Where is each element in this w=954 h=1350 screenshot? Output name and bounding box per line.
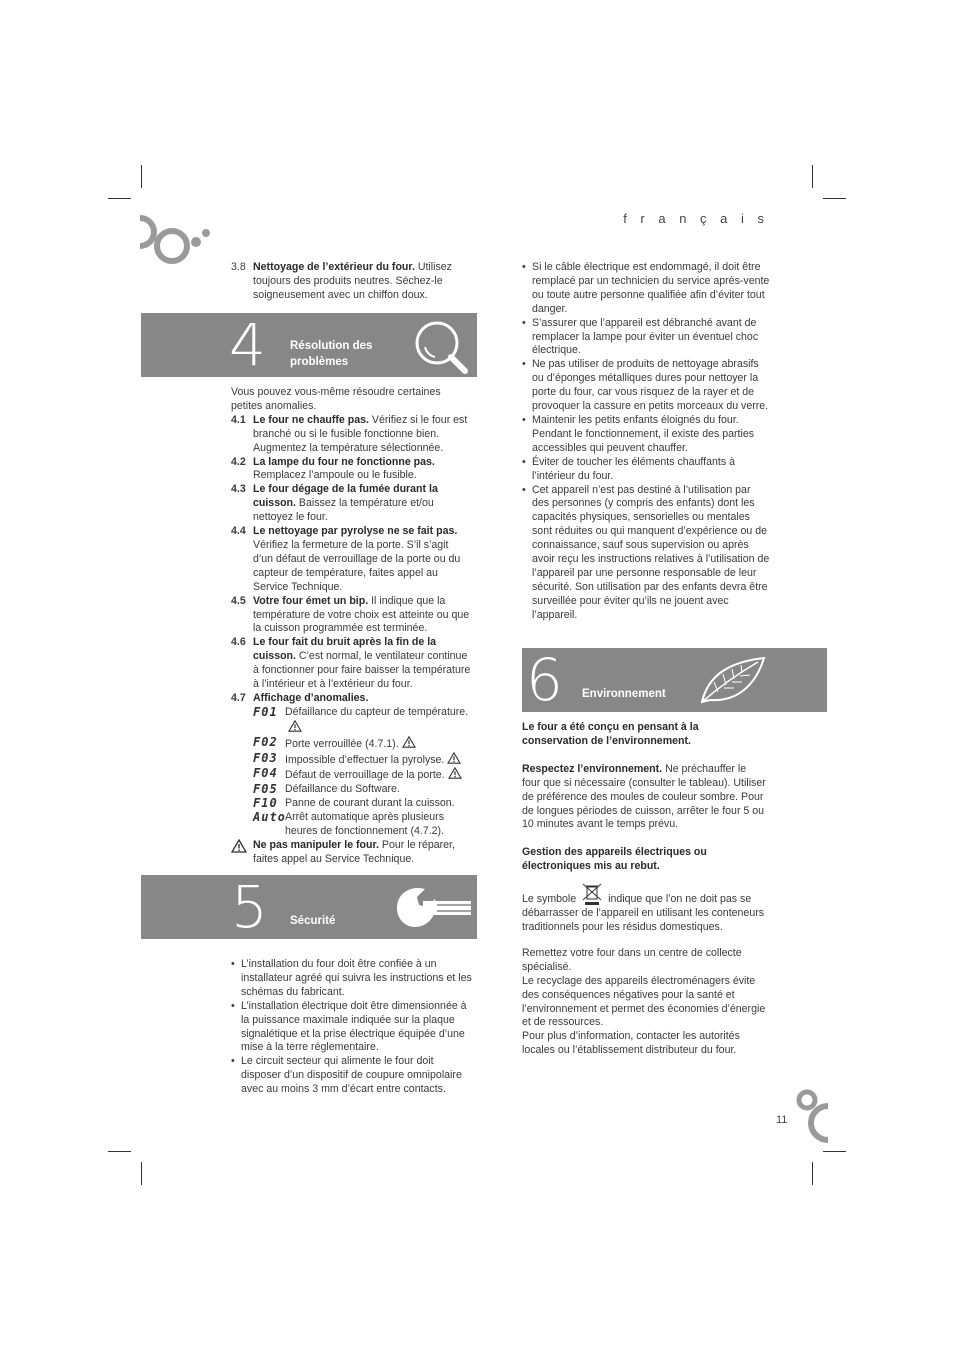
item-number: 4.6: [231, 636, 246, 649]
item-text: Remplacez l’ampoule ou le fusible.: [253, 469, 417, 482]
warning-title: Ne pas manipuler le four.: [253, 839, 379, 851]
error-description: Défaut de verrouillage de la porte.: [285, 769, 445, 782]
item-number: 4.4: [231, 525, 246, 538]
error-code: F01: [253, 704, 278, 719]
bullet-text: L’installation du four doit être confiée à un installateur agréé qui suivra les instructions et les schémas du fabricant.: [241, 958, 472, 998]
item-text: Baissez la température et/ou nettoyez le four.: [253, 497, 434, 524]
security-bullet: [231, 1055, 476, 1097]
section-4-banner: [141, 313, 477, 377]
respect-title: Respectez l’environnement.: [522, 762, 663, 775]
error-code-row: [253, 706, 471, 736]
error-description: Défaillance du Software.: [285, 783, 400, 796]
bullet-text: S’assurer que l’appareil est débranché avant de remplacer la lampe pour éviter un éventuel choc électrique.: [532, 316, 759, 357]
warning-text: Pour le réparer, faites appel au Service Technique.: [253, 839, 455, 865]
item-title: Le four ne chauffe pas.: [253, 413, 369, 426]
bullet-dot: •: [522, 483, 526, 496]
safety-bullet: [522, 261, 770, 317]
error-code-list: [231, 706, 471, 839]
bullet-dot: •: [522, 316, 526, 329]
error-code-row: [253, 811, 471, 839]
error-description: Panne de courant durant la cuisson.: [285, 797, 455, 810]
error-description: Défaillance du capteur de température.: [285, 705, 469, 718]
crop-mark: [823, 198, 846, 199]
troubleshoot-item: [231, 456, 471, 484]
troubleshoot-item: [231, 525, 471, 595]
brand-logo-bottom-icon: [796, 1086, 830, 1146]
item-number: 4.1: [231, 413, 246, 426]
security-bullet: [231, 1000, 476, 1056]
error-code: F02: [253, 734, 278, 749]
bullet-text: Le circuit secteur qui alimente le four doit disposer d’un dispositif de coupure omnipolaire avec au moins 3 mm d’écart entre contacts.: [241, 1055, 462, 1096]
error-description: Porte verrouillée (4.7.1).: [285, 737, 399, 750]
bullet-dot: •: [231, 999, 235, 1012]
bullet-text: Si le câble électrique est endommagé, il doit être remplacé par un technicien du service après-vente ou toute autre personne qualifiée afin d’éviter tout danger.: [532, 261, 770, 315]
bullet-text: L’installation électrique doit être dimensionnée à la puissance maximale indiquée sur la plaque signalétique et la prise électrique équipée d’une mise à la terre réglementaire.: [241, 999, 467, 1054]
troubleshooting-list: [231, 386, 471, 867]
error-code: F10: [253, 796, 278, 811]
item-number: 4.2: [231, 455, 246, 468]
error-code-row: [253, 736, 471, 752]
safety-bullet: [522, 358, 770, 414]
bullet-dot: •: [231, 958, 235, 970]
bullet-text: Cet appareil n’est pas destiné à l’utilisation par des personnes (y compris des enfants) dont les capacités physiques, sensorielles ou mentales sont réduites ou qui manquent d’expérience ou de connaissance, sauf sous supervision ou après avoir reçu les instructions relatives à l’utilisation de l’appareil par une personne responsable de leur sécurité. Son utilisation par des enfants devra être surveillée pour éviter qu’ils ne jouent avec l’appareil.: [532, 483, 770, 621]
bullet-dot: •: [522, 455, 526, 468]
env-p2: Le recyclage des appareils électroménagers évite des conséquences négatives pour la santé et l’environnement et permet des économies d’énergie et de ressources.: [522, 974, 766, 1029]
brand-logo-icon: [136, 212, 216, 272]
item-title: Votre four émet un bip.: [253, 594, 369, 607]
item-text: Utilisez toujours des produits neutres. Séchez-le soigneusement avec un chiffon doux.: [253, 261, 452, 301]
env-p3: Pour plus d’information, contacter les autorités locales ou l’établissement distributeur du four.: [522, 1030, 740, 1057]
troubleshoot-items: [231, 414, 471, 706]
crossed-bin-icon: [581, 882, 603, 906]
section-title-line1: Résolution des: [290, 340, 373, 352]
error-code: Auto: [253, 810, 286, 825]
env-heading: Le four a été conçu en pensant à la conservation de l’environnement.: [522, 721, 699, 747]
environment-text: [522, 721, 767, 1058]
bullet-dot: •: [522, 358, 526, 371]
crop-mark: [141, 1162, 142, 1185]
security-list: [231, 958, 476, 1097]
bullet-dot: •: [522, 413, 526, 426]
error-code-row: [253, 783, 471, 797]
error-code: F03: [253, 750, 278, 765]
section-number: 4: [229, 311, 266, 379]
security-bullet: [231, 958, 476, 1000]
env-p1: Remettez votre four dans un centre de collecte spécialisé.: [522, 946, 742, 973]
bullet-text: Maintenir les petits enfants éloignés du four. Pendant le fonctionnement, il existe des parties accessibles qui peuvent chauffer.: [532, 413, 755, 454]
intro-text: Vous pouvez vous-même résoudre certaines petites anomalies.: [231, 386, 441, 412]
error-description: Arrêt automatique après plusieurs heures de fonctionnement (4.7.2).: [285, 811, 445, 838]
error-description: Impossible d’effectuer la pyrolyse.: [285, 753, 445, 766]
section-6-banner: [522, 648, 827, 712]
item-text: C’est normal, le ventilateur continue à fonctionner pour faire baisser la température à l’intérieur et à l’extérieur du four.: [253, 650, 471, 691]
troubleshoot-item: [231, 414, 471, 456]
crop-mark: [812, 165, 813, 188]
leaf-icon: [698, 654, 768, 706]
symbol-rest: pas se débarrasser de l’appareil en utilisant les conteneurs traditionnels pour les résidus domestiques.: [522, 893, 765, 933]
item-title: Affichage d’anomalies.: [253, 691, 369, 704]
section-title: [290, 338, 372, 370]
bullet-text: Ne pas utiliser de produits de nettoyage abrasifs ou d’éponges métalliques dures pour nettoyer la porte du four, car vous risquez de la rayer et de provoquer la cassure en petits morceaux du verre.: [532, 358, 769, 413]
symbol-paragraph: [522, 882, 767, 935]
crop-mark: [108, 198, 131, 199]
item-number: 4.3: [231, 483, 246, 496]
troubleshoot-item: [231, 692, 471, 706]
bullet-dot: •: [522, 261, 526, 273]
error-code-row: [253, 752, 471, 768]
crop-mark: [812, 1162, 813, 1185]
section-title: Sécurité: [290, 915, 336, 927]
troubleshoot-item: [231, 483, 471, 525]
item-text: Vérifiez la fermeture de la porte. S’il s’agit d’un défaut de verrouillage de la porte ou du capteur de température, faites appel au Service Technique.: [253, 538, 461, 593]
section-5-banner: [141, 875, 477, 939]
error-code: F05: [253, 782, 278, 797]
respect-text: Ne préchauffer le four que si nécessaire (consulter le tableau). Utiliser de préférence des moules de couleur sombre. Pour de longues périodes de cuisson, arrêter le four 5 ou 10 minutes avant le temps prévu.: [522, 762, 766, 831]
item-title: Le four dégage de la fumée durant la cuisson.: [253, 483, 438, 510]
item-title: La lampe du four ne fonctionne pas.: [253, 455, 435, 468]
item-title: Nettoyage de l’extérieur du four.: [253, 261, 415, 273]
section-number: 5: [231, 873, 268, 941]
section-number: 6: [526, 646, 563, 714]
item-text: Vérifiez si le four est branché ou si le fusible fonctionne bien. Augmentez la température sélectionnée.: [253, 413, 468, 454]
wrench-icon: [393, 883, 477, 933]
warning-icon: [402, 736, 416, 748]
item-title: Le four fait du bruit après la fin de la cuisson.: [253, 636, 437, 663]
troubleshoot-item: [231, 595, 471, 637]
safety-bullet: [522, 317, 770, 359]
crop-mark: [108, 1151, 131, 1152]
page-number: 11: [776, 1114, 788, 1126]
item-number: 3.8: [231, 261, 246, 273]
section-title-line2: problèmes: [290, 356, 349, 368]
safety-bullet: [522, 484, 770, 623]
safety-bullet: [522, 414, 770, 456]
warning-item: [231, 839, 471, 867]
error-code-row: [253, 797, 471, 811]
item-title: Le nettoyage par pyrolyse ne se fait pas.: [253, 525, 458, 538]
item-number: 4.5: [231, 594, 246, 607]
section-title: Environnement: [582, 688, 666, 700]
troubleshoot-item: [231, 636, 471, 692]
crop-mark: [141, 165, 142, 188]
symbol-post: indique que l’on ne doit: [608, 893, 718, 906]
bullet-dot: •: [231, 1055, 235, 1068]
env-respect-paragraph: [522, 763, 767, 833]
safety-bullet: [522, 456, 770, 484]
magnifier-icon: [413, 319, 473, 375]
gestion-heading: Gestion des appareils électriques ou électroniques mis au rebut.: [522, 846, 707, 873]
warning-icon: [448, 767, 462, 779]
bullet-text: Éviter de toucher les éléments chauffants à l’intérieur du four.: [532, 455, 735, 482]
item-3-8: [231, 261, 471, 303]
language-label: f r a n ç a i s: [623, 211, 769, 226]
warning-icon: [231, 839, 247, 853]
error-code-row: [253, 767, 471, 783]
left-column: [231, 261, 471, 303]
item-text: Il indique que la température de votre choix est atteinte ou que la cuisson programmée est terminée.: [253, 594, 470, 635]
warning-icon: [288, 720, 302, 732]
safety-bullet-list: [522, 261, 770, 623]
symbol-pre: Le symbole: [522, 893, 577, 906]
crop-mark: [823, 1151, 846, 1152]
error-code: F04: [253, 766, 278, 781]
warning-icon: [447, 752, 461, 764]
item-number: 4.7: [231, 691, 246, 704]
